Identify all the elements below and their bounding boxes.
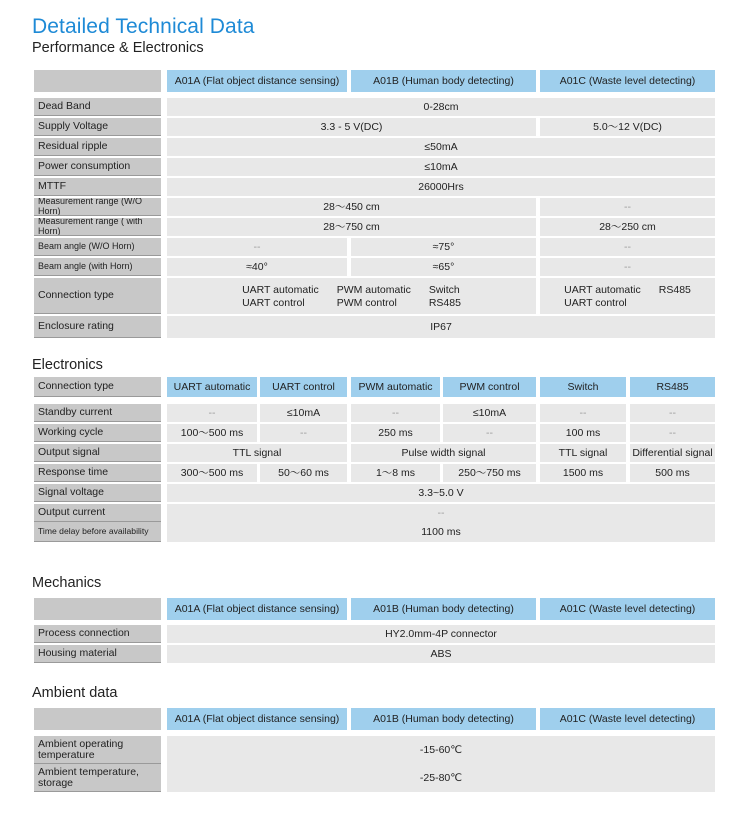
- working-cycle-value: 100 ms: [540, 424, 626, 442]
- ambient-header-a01a: A01A (Flat object distance sensing): [167, 708, 347, 730]
- ambient-storage-value: -25-80℃: [167, 764, 715, 792]
- range-with-horn-label: Measurement range ( with Horn): [34, 218, 161, 236]
- mechanics-section-title: Mechanics: [32, 575, 102, 591]
- supply-voltage-ab-value: 3.3 - 5 V(DC): [167, 118, 536, 136]
- power-consumption-value: ≤10mA: [167, 158, 715, 176]
- electronics-header-pwm-control: PWM control: [443, 377, 536, 397]
- supply-voltage-c-value: 5.0～12 V(DC): [540, 118, 715, 136]
- connection-ab-pwm: PWM automatic PWM control: [336, 283, 411, 309]
- electronics-header-switch: Switch: [540, 377, 626, 397]
- performance-header-a01b: A01B (Human body detecting): [351, 70, 536, 92]
- housing-material-label: Housing material: [34, 645, 161, 663]
- mechanics-header-a01a: A01A (Flat object distance sensing): [167, 598, 347, 620]
- performance-header-a01a: A01A (Flat object distance sensing): [167, 70, 347, 92]
- standby-current-value: --: [540, 404, 626, 422]
- mechanics-header-blank: [34, 598, 161, 620]
- standby-current-value: ≤10mA: [260, 404, 347, 422]
- response-time-value: 50～60 ms: [260, 464, 347, 482]
- beam-with-horn-b-value: ≈65°: [351, 258, 536, 276]
- range-wo-horn-label: Measurement range (W/O Horn): [34, 198, 161, 216]
- beam-with-horn-a-value: ≈40°: [167, 258, 347, 276]
- signal-voltage-label: Signal voltage: [34, 484, 161, 502]
- output-current-value: --: [167, 504, 715, 522]
- response-time-label: Response time: [34, 464, 161, 482]
- standby-current-value: --: [630, 404, 715, 422]
- working-cycle-value: --: [260, 424, 347, 442]
- standby-current-value: --: [167, 404, 257, 422]
- output-signal-ttl-switch: TTL signal: [540, 444, 626, 462]
- range-wo-horn-c-value: --: [540, 198, 715, 216]
- ambient-section-title: Ambient data: [32, 685, 118, 701]
- connection-ab-uart: UART automatic UART control: [242, 283, 319, 309]
- electronics-connection-label: Connection type: [34, 377, 161, 397]
- process-connection-value: HY2.0mm-4P connector: [167, 625, 715, 643]
- output-signal-differential: Differential signal: [630, 444, 715, 462]
- standby-current-label: Standby current: [34, 404, 161, 422]
- supply-voltage-label: Supply Voltage: [34, 118, 161, 136]
- electronics-section-title: Electronics: [32, 357, 103, 373]
- response-time-value: 500 ms: [630, 464, 715, 482]
- connection-c-uart: UART automatic UART control: [564, 283, 641, 309]
- beam-wo-horn-label: Beam angle (W/O Horn): [34, 238, 161, 256]
- response-time-value: 1500 ms: [540, 464, 626, 482]
- mechanics-header-a01c: A01C (Waste level detecting): [540, 598, 715, 620]
- residual-ripple-value: ≤50mA: [167, 138, 715, 156]
- page-title: Detailed Technical Data: [32, 15, 255, 38]
- output-signal-pwm: Pulse width signal: [351, 444, 536, 462]
- output-current-label: Output current: [34, 504, 161, 522]
- working-cycle-value: --: [443, 424, 536, 442]
- enclosure-rating-label: Enclosure rating: [34, 316, 161, 338]
- connection-type-c-value: [540, 278, 715, 314]
- electronics-header-uart-auto: UART automatic: [167, 377, 257, 397]
- standby-current-value: ≤10mA: [443, 404, 536, 422]
- connection-ab-switch: Switch RS485: [428, 283, 461, 309]
- response-time-value: 250～750 ms: [443, 464, 536, 482]
- working-cycle-label: Working cycle: [34, 424, 161, 442]
- working-cycle-value: 100～500 ms: [167, 424, 257, 442]
- range-with-horn-ab-value: 28～750 cm: [167, 218, 536, 236]
- beam-with-horn-label: Beam angle (with Horn): [34, 258, 161, 276]
- working-cycle-value: --: [630, 424, 715, 442]
- electronics-header-uart-control: UART control: [260, 377, 347, 397]
- enclosure-rating-value: IP67: [167, 316, 715, 338]
- housing-material-value: ABS: [167, 645, 715, 663]
- performance-header-blank: [34, 70, 161, 92]
- mttf-value: 26000Hrs: [167, 178, 715, 196]
- ambient-header-blank: [34, 708, 161, 730]
- electronics-header-pwm-auto: PWM automatic: [351, 377, 440, 397]
- connection-type-ab-value: [167, 278, 536, 314]
- output-signal-ttl-uart: TTL signal: [167, 444, 347, 462]
- range-wo-horn-ab-value: 28～450 cm: [167, 198, 536, 216]
- working-cycle-value: 250 ms: [351, 424, 440, 442]
- ambient-header-a01b: A01B (Human body detecting): [351, 708, 536, 730]
- ambient-storage-label: Ambient temperature, storage: [34, 764, 161, 792]
- ambient-header-a01c: A01C (Waste level detecting): [540, 708, 715, 730]
- time-delay-value: 1100 ms: [167, 522, 715, 542]
- mttf-label: MTTF: [34, 178, 161, 196]
- dead-band-label: Dead Band: [34, 98, 161, 116]
- beam-with-horn-c-value: --: [540, 258, 715, 276]
- process-connection-label: Process connection: [34, 625, 161, 643]
- standby-current-value: --: [351, 404, 440, 422]
- connection-type-label: Connection type: [34, 278, 161, 314]
- ambient-operating-value: -15-60℃: [167, 736, 715, 764]
- beam-wo-horn-b-value: ≈75°: [351, 238, 536, 256]
- mechanics-header-a01b: A01B (Human body detecting): [351, 598, 536, 620]
- dead-band-value: 0-28cm: [167, 98, 715, 116]
- range-with-horn-c-value: 28～250 cm: [540, 218, 715, 236]
- ambient-operating-label: Ambient operating temperature: [34, 736, 161, 764]
- time-delay-label: Time delay before availability: [34, 522, 161, 542]
- output-signal-label: Output signal: [34, 444, 161, 462]
- page-subtitle: Performance & Electronics: [32, 40, 204, 56]
- residual-ripple-label: Residual ripple: [34, 138, 161, 156]
- power-consumption-label: Power consumption: [34, 158, 161, 176]
- signal-voltage-value: 3.3~5.0 V: [167, 484, 715, 502]
- beam-wo-horn-a-value: --: [167, 238, 347, 256]
- electronics-header-rs485: RS485: [630, 377, 715, 397]
- response-time-value: 300～500 ms: [167, 464, 257, 482]
- connection-c-rs485: RS485: [658, 283, 691, 296]
- response-time-value: 1～8 ms: [351, 464, 440, 482]
- performance-header-a01c: A01C (Waste level detecting): [540, 70, 715, 92]
- beam-wo-horn-c-value: --: [540, 238, 715, 256]
